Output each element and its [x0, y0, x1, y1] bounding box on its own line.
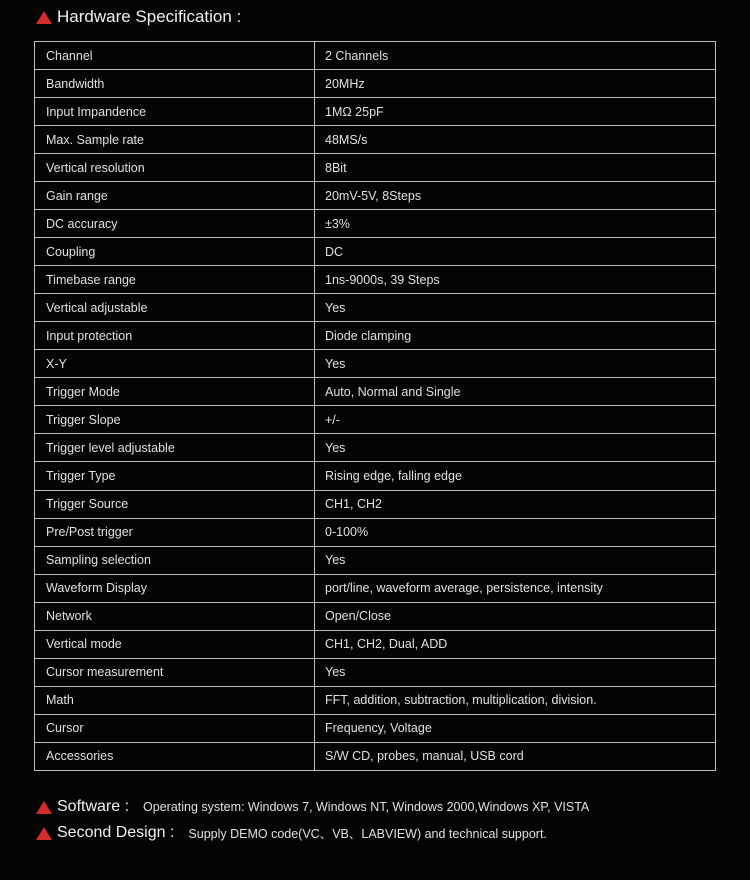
- spec-row: [35, 602, 716, 630]
- spec-row: [35, 154, 716, 182]
- spec-value: 1ns-9000s, 39 Steps: [315, 266, 716, 294]
- spec-row: [35, 182, 716, 210]
- spec-name: Trigger level adjustable: [35, 434, 315, 462]
- spec-value: Yes: [315, 658, 716, 686]
- spec-row: [35, 294, 716, 322]
- spec-name: Trigger Mode: [35, 378, 315, 406]
- second-design-label: Second Design :: [57, 824, 175, 841]
- spec-row: [35, 434, 716, 462]
- spec-value: Rising edge, falling edge: [315, 462, 716, 490]
- spec-name: X-Y: [35, 350, 315, 378]
- spec-name: Trigger Type: [35, 462, 315, 490]
- spec-name: Channel: [35, 42, 315, 70]
- spec-row: [35, 546, 716, 574]
- spec-value: Open/Close: [315, 602, 716, 630]
- spec-value: 8Bit: [315, 154, 716, 182]
- spec-row: [35, 742, 716, 770]
- triangle-bullet-icon: [36, 827, 52, 840]
- spec-value: +/-: [315, 406, 716, 434]
- spec-name: Vertical resolution: [35, 154, 315, 182]
- spec-value: ±3%: [315, 210, 716, 238]
- spec-row: [35, 378, 716, 406]
- section-heading: [36, 7, 241, 27]
- software-line: [36, 798, 589, 816]
- spec-row: [35, 126, 716, 154]
- spec-name: Accessories: [35, 742, 315, 770]
- spec-value: Yes: [315, 546, 716, 574]
- spec-value: Frequency, Voltage: [315, 714, 716, 742]
- spec-row: [35, 210, 716, 238]
- spec-row: [35, 350, 716, 378]
- second-design-text: Supply DEMO code(VC、VB、LABVIEW) and technical support.: [188, 827, 547, 841]
- spec-name: Max. Sample rate: [35, 126, 315, 154]
- spec-name: Bandwidth: [35, 70, 315, 98]
- spec-row: [35, 266, 716, 294]
- spec-row: [35, 518, 716, 546]
- spec-name: Network: [35, 602, 315, 630]
- spec-row: [35, 658, 716, 686]
- spec-name: Cursor measurement: [35, 658, 315, 686]
- spec-value: FFT, addition, subtraction, multiplication, division.: [315, 686, 716, 714]
- spec-name: Vertical mode: [35, 630, 315, 658]
- spec-value: CH1, CH2: [315, 490, 716, 518]
- spec-row: [35, 406, 716, 434]
- spec-value: port/line, waveform average, persistence, intensity: [315, 574, 716, 602]
- spec-value: CH1, CH2, Dual, ADD: [315, 630, 716, 658]
- spec-row: [35, 322, 716, 350]
- second-design-line: [36, 824, 547, 842]
- spec-value: Auto, Normal and Single: [315, 378, 716, 406]
- triangle-bullet-icon: [36, 801, 52, 814]
- spec-row: [35, 574, 716, 602]
- spec-name: Math: [35, 686, 315, 714]
- spec-row: [35, 686, 716, 714]
- spec-name: Input protection: [35, 322, 315, 350]
- spec-name: DC accuracy: [35, 210, 315, 238]
- spec-row: [35, 42, 716, 70]
- spec-name: Timebase range: [35, 266, 315, 294]
- spec-row: [35, 630, 716, 658]
- spec-row: [35, 462, 716, 490]
- spec-name: Gain range: [35, 182, 315, 210]
- triangle-bullet-icon: [36, 11, 52, 24]
- spec-name: Pre/Post trigger: [35, 518, 315, 546]
- spec-row: [35, 238, 716, 266]
- spec-value: 1MΩ 25pF: [315, 98, 716, 126]
- spec-name: Vertical adjustable: [35, 294, 315, 322]
- spec-row: [35, 70, 716, 98]
- spec-name: Input Impandence: [35, 98, 315, 126]
- spec-value: DC: [315, 238, 716, 266]
- spec-row: [35, 98, 716, 126]
- spec-name: Cursor: [35, 714, 315, 742]
- spec-value: 0-100%: [315, 518, 716, 546]
- spec-value: Yes: [315, 350, 716, 378]
- spec-value: S/W CD, probes, manual, USB cord: [315, 742, 716, 770]
- spec-value: Yes: [315, 294, 716, 322]
- software-label: Software :: [57, 798, 130, 815]
- spec-table: [34, 41, 716, 771]
- spec-value: Diode clamping: [315, 322, 716, 350]
- spec-name: Trigger Source: [35, 490, 315, 518]
- spec-name: Trigger Slope: [35, 406, 315, 434]
- spec-name: Sampling selection: [35, 546, 315, 574]
- software-text: Operating system: Windows 7, Windows NT, Windows 2000,Windows XP, VISTA: [143, 800, 590, 814]
- spec-row: [35, 490, 716, 518]
- spec-name: Waveform Display: [35, 574, 315, 602]
- section-title: Hardware Specification :: [57, 7, 242, 26]
- spec-row: [35, 714, 716, 742]
- spec-value: 20mV-5V, 8Steps: [315, 182, 716, 210]
- spec-value: Yes: [315, 434, 716, 462]
- spec-value: 20MHz: [315, 70, 716, 98]
- spec-value: 2 Channels: [315, 42, 716, 70]
- spec-value: 48MS/s: [315, 126, 716, 154]
- spec-name: Coupling: [35, 238, 315, 266]
